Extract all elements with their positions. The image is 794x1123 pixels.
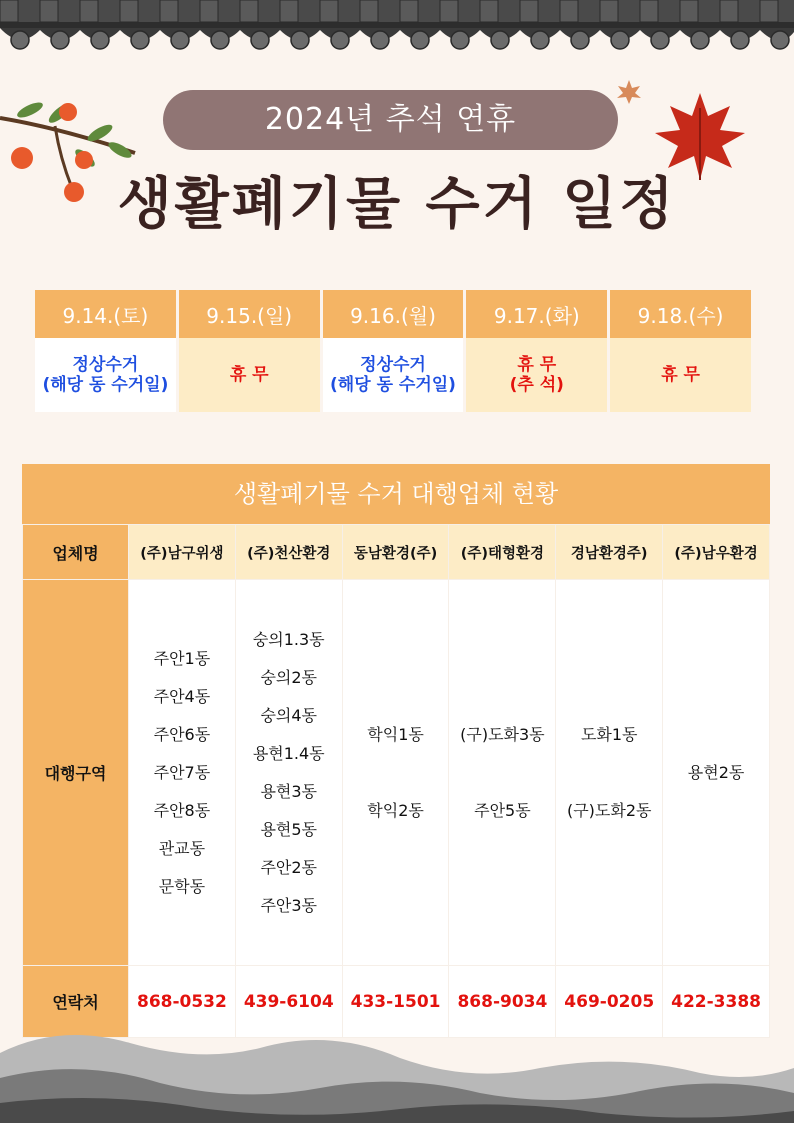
area-name: 관교동 bbox=[158, 838, 206, 858]
area-name: 주안4동 bbox=[153, 686, 211, 706]
contractor-section bbox=[22, 464, 770, 1038]
area-name: 용현1.4동 bbox=[252, 743, 325, 763]
row-label: 업체명 bbox=[23, 525, 129, 580]
area-spacer bbox=[449, 754, 555, 792]
schedule-date: 9.15.(일) bbox=[179, 290, 320, 338]
area-name: 도화1동 bbox=[580, 724, 638, 744]
area-name: (구)도화2동 bbox=[566, 800, 652, 820]
schedule-table bbox=[32, 290, 754, 412]
area-name: 숭의2동 bbox=[260, 667, 318, 687]
area-name: 용현5동 bbox=[260, 819, 318, 839]
maple-leaf-icon bbox=[615, 78, 643, 106]
area-name: 숭의1.3동 bbox=[252, 629, 325, 649]
area-cell bbox=[342, 580, 449, 966]
phone-number: 469-0205 bbox=[556, 966, 663, 1038]
row-label: 대행구역 bbox=[23, 580, 129, 966]
phone-number: 422-3388 bbox=[663, 966, 770, 1038]
area-cell bbox=[663, 580, 770, 966]
area-name: 주안1동 bbox=[153, 648, 211, 668]
area-name: 숭의4동 bbox=[260, 705, 318, 725]
status-note: (해당 동 수거일) bbox=[330, 375, 456, 395]
company-name: 동남환경(주) bbox=[342, 525, 449, 580]
phone-number: 433-1501 bbox=[342, 966, 449, 1038]
status-note: (해당 동 수거일) bbox=[42, 375, 169, 395]
area-name: 주안8동 bbox=[153, 800, 211, 820]
area-name: 용현2동 bbox=[687, 762, 745, 782]
company-name: (주)남우환경 bbox=[663, 525, 770, 580]
area-spacer bbox=[343, 754, 449, 792]
phone-number: 439-6104 bbox=[235, 966, 342, 1038]
schedule-status bbox=[35, 338, 176, 412]
area-name: 학익2동 bbox=[367, 800, 424, 820]
company-name: (주)남구위생 bbox=[129, 525, 236, 580]
area-spacer bbox=[556, 754, 662, 792]
contractor-name-row bbox=[23, 525, 770, 580]
area-name: 학익1동 bbox=[367, 724, 424, 744]
area-name: 주안6동 bbox=[153, 724, 211, 744]
status-line: 휴 무 bbox=[229, 365, 269, 385]
mountains bbox=[0, 1013, 794, 1123]
contractor-area-row bbox=[23, 580, 770, 966]
subtitle-pill: 2024년 추석 연휴 bbox=[163, 90, 618, 150]
area-name: (구)도화3동 bbox=[460, 724, 545, 744]
status-line: 휴 무 bbox=[517, 355, 557, 375]
area-cell bbox=[235, 580, 342, 966]
schedule-date: 9.18.(수) bbox=[610, 290, 751, 338]
company-name: (주)태형환경 bbox=[449, 525, 556, 580]
status-line: 정상수거 bbox=[72, 355, 139, 375]
schedule-status bbox=[179, 338, 320, 412]
page-title: 생활폐기물 수거 일정 bbox=[117, 172, 677, 237]
status-line: 휴 무 bbox=[661, 365, 700, 385]
status-note: (추 석) bbox=[509, 375, 564, 395]
schedule-status bbox=[466, 338, 607, 412]
area-cell bbox=[556, 580, 663, 966]
area-cell bbox=[449, 580, 556, 966]
schedule-date-row bbox=[35, 290, 751, 338]
phone-number: 868-0532 bbox=[129, 966, 236, 1038]
area-name: 주안7동 bbox=[153, 762, 211, 782]
schedule-date: 9.17.(화) bbox=[466, 290, 607, 338]
area-name: 용현3동 bbox=[260, 781, 318, 801]
status-line: 정상수거 bbox=[360, 355, 426, 375]
schedule-status bbox=[610, 338, 751, 412]
area-cell bbox=[129, 580, 236, 966]
phone-number: 868-9034 bbox=[449, 966, 556, 1038]
roof-tiles bbox=[0, 0, 794, 70]
contractor-title: 생활폐기물 수거 대행업체 현황 bbox=[22, 464, 770, 524]
schedule-date: 9.16.(월) bbox=[323, 290, 464, 338]
schedule-status bbox=[323, 338, 464, 412]
area-name: 주안2동 bbox=[260, 857, 318, 877]
company-name: 경남환경주) bbox=[556, 525, 663, 580]
contractor-table bbox=[22, 524, 770, 1038]
company-name: (주)천산환경 bbox=[235, 525, 342, 580]
area-name: 주안5동 bbox=[474, 800, 531, 820]
schedule-status-row bbox=[35, 338, 751, 412]
schedule-date: 9.14.(토) bbox=[35, 290, 176, 338]
area-name: 문학동 bbox=[158, 876, 206, 896]
area-name: 주안3동 bbox=[260, 895, 318, 915]
row-label: 연락처 bbox=[23, 966, 129, 1038]
